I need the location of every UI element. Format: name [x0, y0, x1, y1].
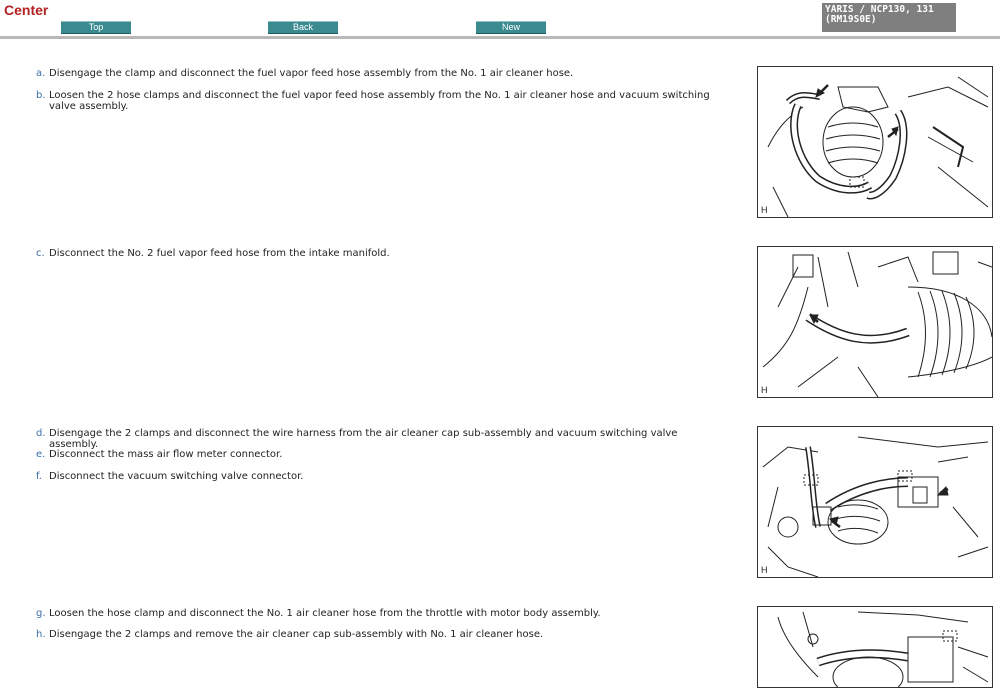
step-text: Disengage the 2 clamps and disconnect the wire harness from the air cleaner cap sub-assembly and vacuum switching valve assembly. — [49, 428, 678, 450]
step-letter: a. — [36, 68, 46, 79]
step-letter: e. — [36, 449, 46, 460]
model-code: (RM19S0E) — [825, 14, 877, 25]
step-text: Disengage the clamp and disconnect the fuel vapor feed hose assembly from the No. 1 air cleaner hose. — [49, 68, 574, 79]
step-f — [36, 471, 716, 482]
step-text: Loosen the 2 hose clamps and disconnect the fuel vapor feed hose assembly from the No. 1 air cleaner hose and vacuum switching valve assembly. — [49, 90, 710, 112]
step-letter: c. — [36, 248, 45, 259]
page-header — [0, 0, 1000, 40]
step-text: Disconnect the No. 2 fuel vapor feed hose from the intake manifold. — [49, 248, 390, 259]
step-letter: h. — [36, 629, 46, 640]
step-text: Disengage the 2 clamps and remove the air cleaner cap sub-assembly with No. 1 air cleaner hose. — [49, 629, 544, 640]
header-divider — [0, 36, 1000, 39]
figure-label: H — [761, 205, 768, 215]
model-info-box — [822, 3, 956, 32]
step-h — [36, 629, 716, 640]
illustration-wire-harness-connectors — [757, 426, 993, 578]
step-g — [36, 608, 716, 619]
figure-label: H — [761, 565, 768, 575]
step-c — [36, 248, 716, 259]
step-a — [36, 68, 716, 79]
brand-title: Center — [4, 2, 49, 18]
step-e — [36, 449, 716, 460]
model-name: YARIS / NCP130, 131 — [825, 4, 934, 15]
step-letter: d. — [36, 428, 46, 439]
step-text: Disconnect the mass air flow meter connector. — [49, 449, 283, 460]
step-d — [36, 428, 716, 450]
step-letter: b. — [36, 90, 46, 101]
step-b — [36, 90, 716, 112]
back-button[interactable]: Back — [268, 21, 338, 34]
step-letter: f. — [36, 471, 42, 482]
new-button[interactable]: New — [476, 21, 546, 34]
illustration-air-cleaner-cap — [757, 606, 993, 688]
illustration-intake-manifold-hose — [757, 246, 993, 398]
figure-label: H — [761, 385, 768, 395]
illustration-fuel-vapor-hose — [757, 66, 993, 218]
step-letter: g. — [36, 608, 46, 619]
top-button[interactable]: Top — [61, 21, 131, 34]
step-text: Loosen the hose clamp and disconnect the No. 1 air cleaner hose from the throttle with motor body assembly. — [49, 608, 601, 619]
step-text: Disconnect the vacuum switching valve connector. — [49, 471, 304, 482]
